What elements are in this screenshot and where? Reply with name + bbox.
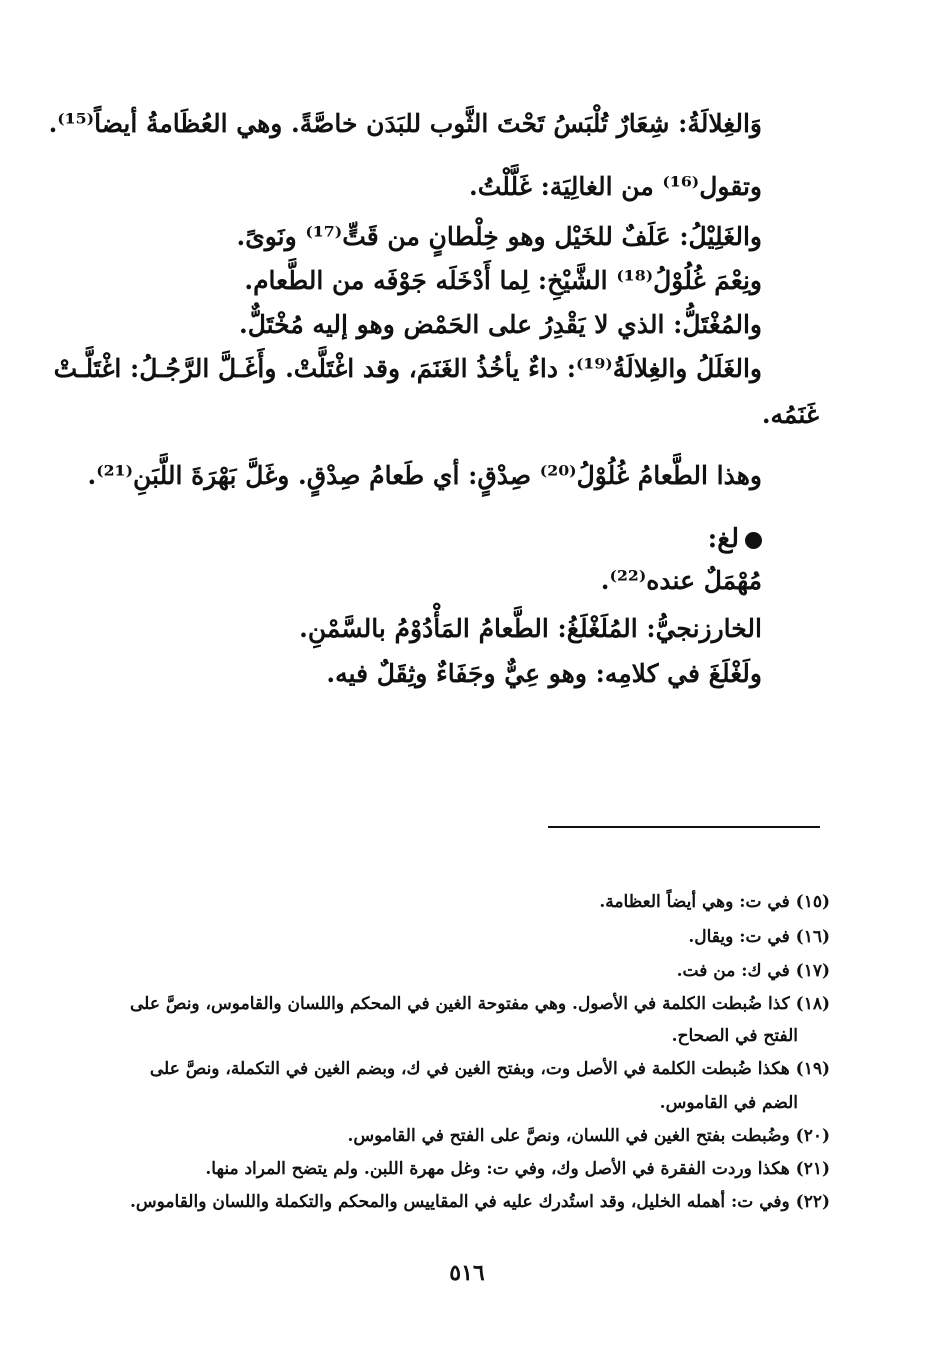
main-text-line: وتقول⁽¹⁶⁾ من الغالِيَة: غَلَّلْتُ.	[468, 172, 762, 201]
page-number: ٥١٦	[449, 1260, 485, 1286]
footnote: (١٦) في ت: ويقال.	[688, 927, 830, 947]
section-line: الخارزنجيُّ: المُلَغْلَغُ: الطَّعامُ المَأْدُوْمُ بالسَّمْنِ.	[299, 614, 762, 643]
section-line: ولَغْلَغَ في كلامِه: وهو عِيٌّ وجَفَاءٌ وثِقَلٌ فيه.	[326, 659, 762, 688]
main-text-line: وَالغِلالَةُ: شِعَارٌ تُلْبَسُ تَحْتَ الثَّوب للبَدَن خاصَّةً. وهي العُظَامةُ أيضاً⁽¹⁵⁾.	[48, 109, 762, 138]
footnote: (١٧) في ك: من فت.	[676, 961, 830, 981]
main-text-line: ونِعْمَ غُلُوْلُ⁽¹⁸⁾ الشَّيْخِ: لِما أَدْخَلَه جَوْفَه من الطَّعام.	[244, 266, 762, 295]
section-heading	[708, 525, 762, 554]
main-text-line: والغَلِيْلُ: عَلَفٌ للخَيْل وهو خِلْطانٍ من قَتٍّ⁽¹⁷⁾ ونَوىً.	[236, 222, 762, 251]
section-heading-label: لغ:	[707, 524, 739, 554]
footnote: (١٥) في ت: وهي أيضاً العظامة.	[599, 892, 830, 912]
main-text-line: وهذا الطَّعامُ غُلُوْلُ⁽²⁰⁾ صِدْقٍ: أي طَعامُ صِدْقٍ. وغَلَّ بَهْرَةَ اللَّبَنِ⁽²¹⁾.	[87, 461, 762, 490]
footnote: (١٩) هكذا ضُبطت الكلمة في الأصل وت، وبفتح الغين في ك، وبضم الغين في التكملة، ونصَّ على	[149, 1059, 830, 1079]
footnote: (١٨) كذا ضُبطت الكلمة في الأصول. وهي مفتوحة الغين في المحكم واللسان والقاموس، ونصَّ على	[130, 994, 830, 1014]
section-line: مُهْمَلٌ عنده⁽²²⁾.	[600, 566, 762, 595]
footnote: (٢٢) وفي ت: أهمله الخليل، وقد استُدرك عليه في المقاييس والمحكم والتكملة واللسان والقاموس.	[129, 1192, 830, 1212]
bullet-icon	[745, 532, 762, 549]
main-text-line: غَنَمُه.	[761, 400, 819, 429]
main-text-line: والغَلَلُ والغِلالَةُ⁽¹⁹⁾: داءٌ يأخُذُ الغَنَمَ، وقد اغْتَلَّتْ. وأَغَـلَّ الرَّجُـلُ: اغْتَلَّـتْ	[53, 354, 762, 383]
footnote: (٢٠) وضُبطت بفتح الغين في اللسان، ونصَّ على الفتح في القاموس.	[347, 1126, 830, 1146]
footnote-continuation: الضم في القاموس.	[659, 1093, 798, 1113]
footnote-divider	[548, 826, 820, 828]
footnote: (٢١) هكذا وردت الفقرة في الأصل وك، وفي ت: وغل مهرة اللبن. ولم يتضح المراد منها.	[205, 1159, 830, 1179]
main-text-line: والمُغْتَلُّ: الذي لا يَقْدِرُ على الحَمْض وهو إليه مُخْتَلٌّ.	[239, 310, 762, 339]
footnote-continuation: الفتح في الصحاح.	[671, 1026, 798, 1046]
